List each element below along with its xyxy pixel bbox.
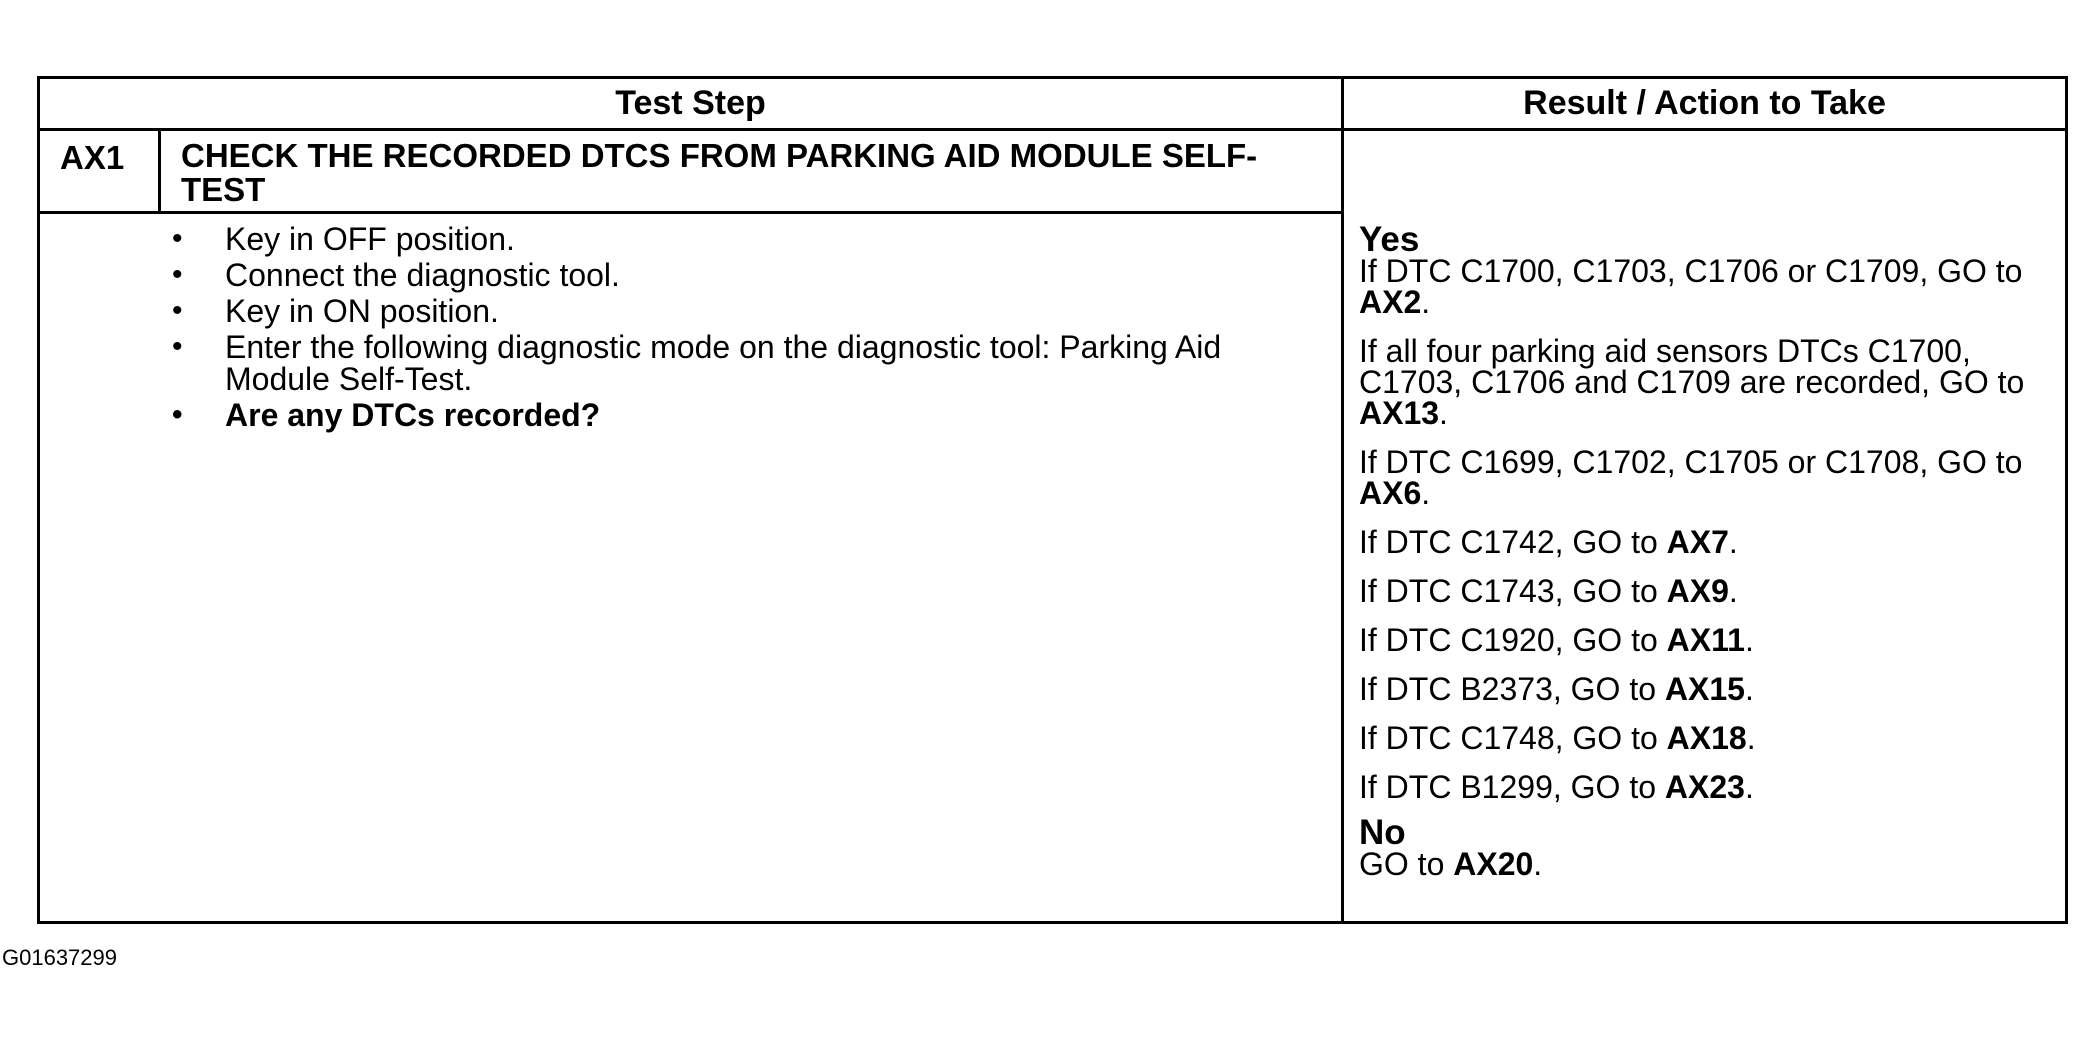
no-action [1359,846,2055,882]
no-label: No [1359,813,1406,852]
step-question: • Are any DTCs recorded? [170,399,1320,431]
step-title: CHECK THE RECORDED DTCS FROM PARKING AID MODULE SELF-TEST [161,131,1344,214]
yes-action [1359,769,2055,805]
yes-action-target: AX11 [1666,622,1745,658]
yes-action-text: If DTC C1743, GO to [1359,573,1667,609]
yes-action-target: AX13 [1359,395,1440,431]
no-action-text: GO to [1359,846,1454,882]
yes-action [1359,524,2055,560]
yes-action [1359,444,2055,511]
yes-action-target: AX18 [1666,720,1747,756]
result-content [1359,220,2055,898]
yes-action [1359,253,2055,320]
yes-action-suffix: . [1728,573,1738,609]
yes-action-target: AX9 [1666,573,1729,609]
yes-actions [1359,253,2055,805]
step-instruction-item: • Connect the diagnostic tool. [170,259,1320,291]
yes-action-suffix: . [1421,284,1431,320]
yes-action [1359,333,2055,431]
yes-action-suffix: . [1744,769,1754,805]
no-action-suffix: . [1533,846,1543,882]
figure-id: G01637299 [2,945,117,970]
result-column [1344,131,2065,921]
yes-action [1359,622,2055,658]
yes-action-target: AX7 [1666,524,1729,560]
yes-action-target: AX6 [1359,475,1422,511]
yes-action-target: AX23 [1664,769,1745,805]
yes-action-suffix: . [1744,622,1754,658]
yes-action-suffix: . [1746,720,1756,756]
yes-label: Yes [1359,220,1420,259]
step-instructions [170,223,1320,435]
yes-action [1359,573,2055,609]
yes-action-target: AX2 [1359,284,1422,320]
yes-action-suffix: . [1421,475,1431,511]
header-result-action [1344,79,2065,131]
no-action-target: AX20 [1453,846,1534,882]
step-instruction-item: • Key in OFF position. [170,223,1320,255]
step-instruction-item: • Enter the following diagnostic mode on the diagnostic tool: Parking Aid Module Self-Test. [170,331,1320,395]
test-step-table [37,76,2068,924]
yes-action-target: AX15 [1664,671,1745,707]
yes-action-text: If all four parking aid sensors DTCs C1700, C1703, C1706 and C1709 are recorded, GO to [1359,333,2025,400]
header-test-step [40,79,1344,131]
step-id: AX1 [40,131,161,214]
step-instruction-item: • Key in ON position. [170,295,1320,327]
yes-action-suffix: . [1744,671,1754,707]
yes-action [1359,671,2055,707]
step-body [40,214,1344,921]
yes-action-suffix: . [1728,524,1738,560]
yes-action [1359,720,2055,756]
yes-action-text: If DTC C1699, C1702, C1705 or C1708, GO to [1359,444,2023,480]
yes-action-text: If DTC C1742, GO to [1359,524,1667,560]
header-result-action-label: Result / Action to Take [1523,84,1886,122]
yes-action-suffix: . [1439,395,1448,431]
yes-action-text: If DTC B2373, GO to [1359,671,1665,707]
yes-action-text: If DTC C1700, C1703, C1706 or C1709, GO to [1359,253,2023,289]
yes-action-text: If DTC C1920, GO to [1359,622,1667,658]
yes-action-text: If DTC B1299, GO to [1359,769,1665,805]
yes-action-text: If DTC C1748, GO to [1359,720,1667,756]
header-test-step-label: Test Step [615,84,766,122]
